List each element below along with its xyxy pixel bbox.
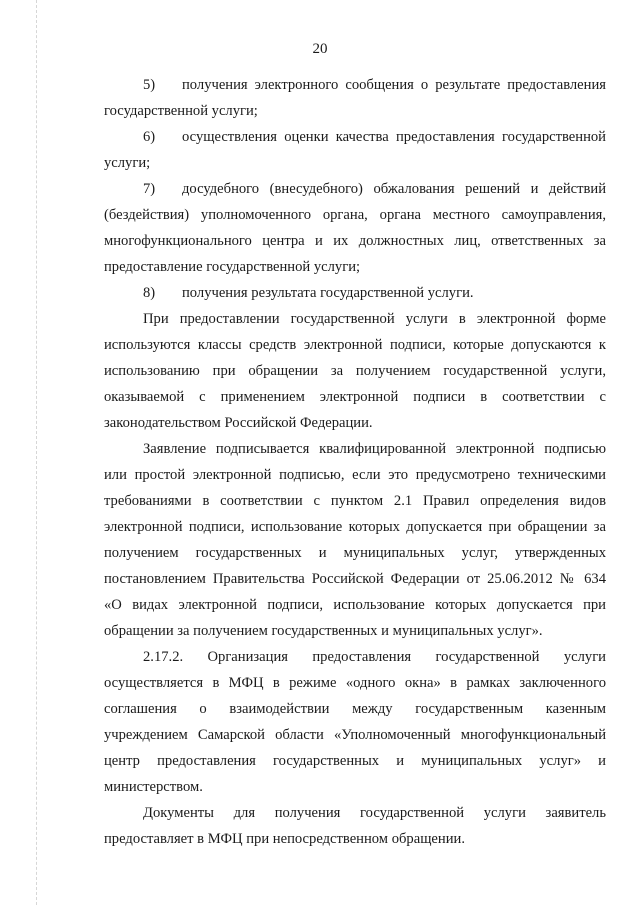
paragraph-line: министерством.: [104, 779, 203, 795]
paragraph-line: законодательством Российской Федерации.: [104, 415, 373, 431]
paragraph-line: соглашения о взаимодействии между государственным казенным: [104, 701, 606, 717]
paragraph-line: обращении за получением государственных и муниципальных услуг».: [104, 623, 543, 639]
paragraph-line: Заявление подписывается квалифицированной электронной подписью: [143, 441, 606, 457]
paragraph-line: использованию при обращении за получением государственной услуги,: [104, 363, 606, 379]
paragraph-line: осуществляется в МФЦ в режиме «одного окна» в рамках заключенного: [104, 675, 606, 691]
list-item-line: услуги;: [104, 155, 151, 171]
list-item-line: предоставление государственной услуги;: [104, 259, 361, 275]
list-item-line: осуществления оценки качества предоставления государственной: [182, 129, 606, 145]
list-item-line: многофункционального центра и их должностных лиц, ответственных за: [104, 233, 606, 249]
paragraph-line: постановлением Правительства Российской Федерации от 25.06.2012 № 634: [104, 571, 606, 587]
paragraph-line: электронной подписи, использование которых допускается при обращении за: [104, 519, 606, 535]
paragraph-line: или простой электронной подписью, если это предусмотрено техническими: [104, 467, 606, 483]
paragraph-line: При предоставлении государственной услуги в электронной форме: [143, 311, 606, 327]
list-item-number: 8): [143, 285, 156, 301]
paragraph-line: учреждением Самарской области «Уполномоченный многофункциональный: [104, 727, 606, 743]
list-item-line: получения результата государственной услуги.: [182, 285, 474, 301]
list-item-number: 7): [143, 181, 156, 197]
paragraph-line: предоставляет в МФЦ при непосредственном обращении.: [104, 831, 465, 847]
list-item-number: 5): [143, 77, 156, 93]
paragraph-line: «О видах электронной подписи, использование которых допускается при: [104, 597, 606, 613]
paragraph-line: 2.17.2. Организация предоставления государственной услуги: [143, 649, 606, 665]
list-item-number: 6): [143, 129, 156, 145]
paragraph-line: используются классы средств электронной подписи, которые допускаются к: [104, 337, 606, 353]
list-item-line: получения электронного сообщения о результате предоставления: [182, 77, 606, 93]
list-item-line: досудебного (внесудебного) обжалования решений и действий: [182, 181, 606, 197]
left-margin-line: [36, 0, 37, 905]
paragraph-line: требованиями в соответствии с пунктом 2.1 Правил определения видов: [104, 493, 606, 509]
paragraph-line: Документы для получения государственной услуги заявитель: [143, 805, 606, 821]
paragraph-line: оказываемой с применением электронной подписи в соответствии с: [104, 389, 606, 405]
page-number: 20: [312, 41, 328, 57]
paragraph-line: получением государственных и муниципальных услуг, утвержденных: [104, 545, 606, 561]
paragraph-line: центр предоставления государственных и муниципальных услуг» и: [104, 753, 606, 769]
list-item-line: государственной услуги;: [104, 103, 258, 119]
list-item-line: (бездействия) уполномоченного органа, органа местного самоуправления,: [104, 207, 606, 223]
